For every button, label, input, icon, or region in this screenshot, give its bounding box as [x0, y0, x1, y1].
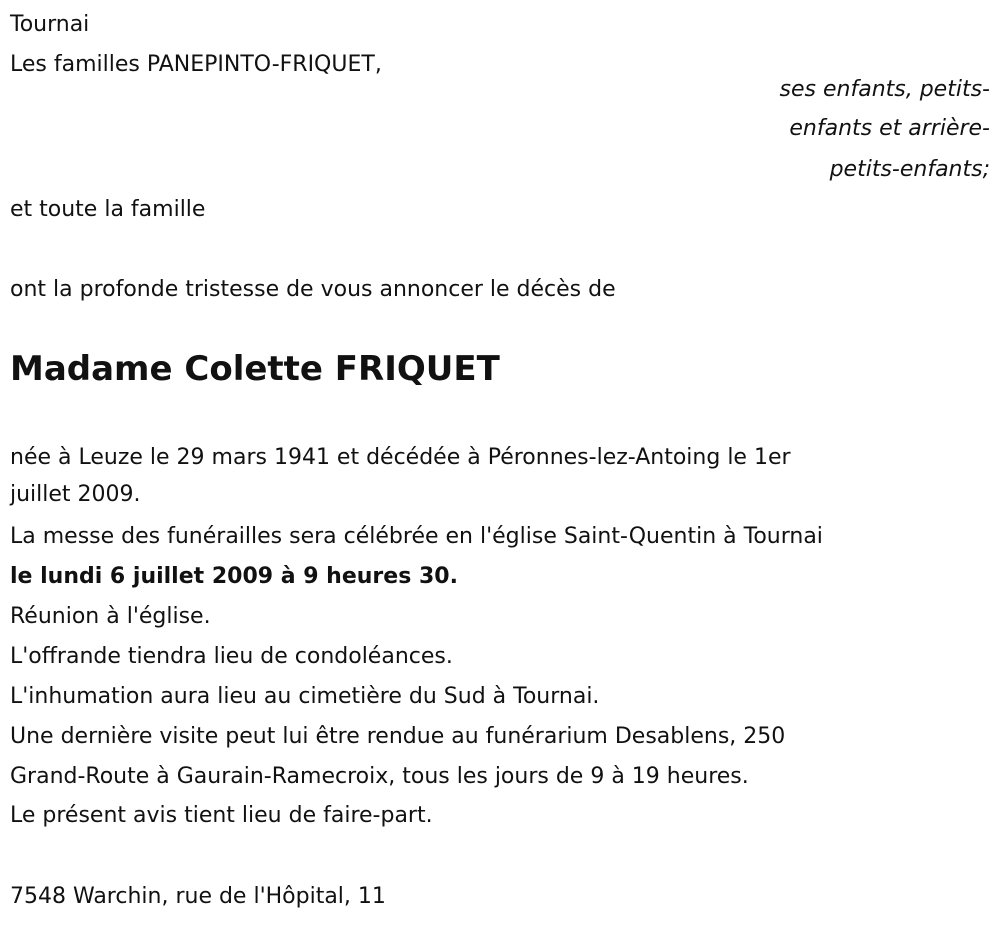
notice: Le présent avis tient lieu de faire-part.: [10, 803, 433, 828]
descendants-line: petits-enfants;: [829, 157, 990, 182]
descendants-line: ses enfants, petits-: [779, 77, 990, 102]
city: Tournai: [10, 12, 90, 37]
birth-line: née à Leuze le 29 mars 1941 et décédée à Péronnes-lez-Antoing le 1er: [10, 445, 791, 470]
deceased-name: Madame Colette FRIQUET: [10, 349, 500, 389]
mass-info: La messe des funérailles sera célébrée en l'église Saint-Quentin à Tournai: [10, 524, 823, 549]
families: Les familles PANEPINTO-FRIQUET,: [10, 52, 382, 77]
announcement: ont la profonde tristesse de vous annoncer le décès de: [10, 277, 616, 302]
address: 7548 Warchin, rue de l'Hôpital, 11: [10, 884, 386, 909]
descendants-line: enfants et arrière-: [789, 116, 990, 141]
meeting: Réunion à l'église.: [10, 604, 211, 629]
offering: L'offrande tiendra lieu de condoléances.: [10, 644, 453, 669]
visit-line: Une dernière visite peut lui être rendue au funérarium Desablens, 250: [10, 724, 786, 749]
family: et toute la famille: [10, 197, 206, 222]
visit-line: Grand-Route à Gaurain-Ramecroix, tous les jours de 9 à 19 heures.: [10, 764, 749, 789]
burial: L'inhumation aura lieu au cimetière du Sud à Tournai.: [10, 684, 600, 709]
birth-line: juillet 2009.: [10, 482, 141, 507]
mass-date: le lundi 6 juillet 2009 à 9 heures 30.: [10, 564, 458, 589]
